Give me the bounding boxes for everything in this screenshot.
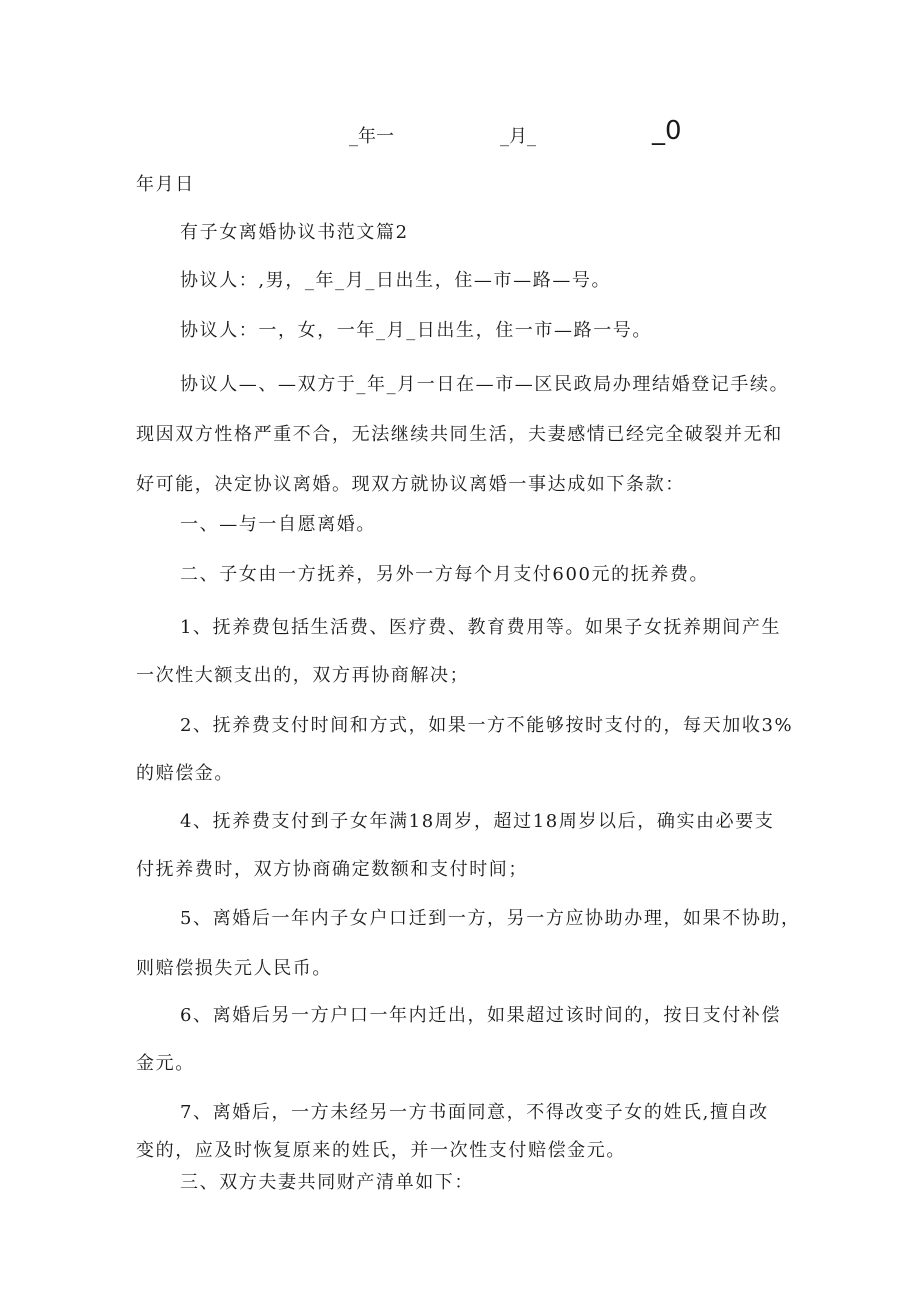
text-line: 金元。 xyxy=(136,1053,195,1074)
date-line xyxy=(0,118,920,150)
date-month-blank: _月_ xyxy=(500,126,536,147)
text-line: 协议人：一，女，一年_月_日出生，住一市—路一号。 xyxy=(180,320,652,341)
text-line: 1、抚养费包括生活费、医疗费、教育费用等。如果子女抚养期间产生 xyxy=(180,617,782,638)
text-line: 6、离婚后另一方户口一年内迁出，如果超过该时间的，按日支付补偿 xyxy=(180,1005,782,1026)
item-7-paragraph xyxy=(136,1094,796,1170)
date-day-blank: _0 xyxy=(652,116,682,146)
text-line: 协议人—、—双方于_年_月一日在—市—区民政局办理结婚登记手续。 xyxy=(180,374,790,395)
item-4-paragraph xyxy=(136,798,796,894)
text-line: 一、—与一自愿离婚。 xyxy=(180,514,376,535)
text-line: 年月日 xyxy=(136,174,195,195)
text-line: 2、抚养费支付时间和方式，如果一方不能够按时支付的，每天加收3% xyxy=(180,715,794,736)
clause-3-paragraph xyxy=(136,1164,796,1202)
text-line: 5、离婚后一年内子女户口迁到一方，另一方应协助办理，如果不协助， xyxy=(180,908,801,929)
text-line: 有子女离婚协议书范文篇2 xyxy=(180,222,409,243)
date-label xyxy=(136,166,796,204)
clause-1-paragraph xyxy=(136,506,796,544)
text-line: 变的，应及时恢复原来的姓氏，并一次性支付赔偿金元。 xyxy=(136,1140,626,1161)
text-line: 三、双方夫妻共同财产清单如下： xyxy=(180,1172,474,1193)
text-line: 4、抚养费支付到子女年满18周岁，超过18周岁以后，确实由必要支 xyxy=(180,811,775,832)
date-year-blank: _年一 xyxy=(349,126,394,147)
text-line: 则赔偿损失元人民币。 xyxy=(136,958,332,979)
text-line: 好可能，决定协议离婚。现双方就协议离婚一事达成如下条款： xyxy=(136,474,685,495)
item-5-paragraph xyxy=(136,894,801,994)
text-line: 一次性大额支出的，双方再协商解决； xyxy=(136,665,470,686)
document-title xyxy=(136,214,796,252)
text-line: 的赔偿金。 xyxy=(136,763,234,784)
item-1-paragraph xyxy=(136,604,796,700)
text-line: 协议人：,男，_年_月_日出生，住—市—路—号。 xyxy=(180,270,612,291)
text-line: 二、子女由一方抚养，另外一方每个月支付600元的抚养费。 xyxy=(180,564,710,585)
text-line: 付抚养费时，双方协商确定数额和支付时间； xyxy=(136,859,528,880)
text-line: 现因双方性格严重不合，无法继续共同生活，夫妻感情已经完全破裂并无和 xyxy=(136,424,783,445)
item-6-paragraph xyxy=(136,992,796,1088)
text-line: 7、离婚后，一方未经另一方书面同意，不得改变子女的姓氏,擅自改 xyxy=(180,1102,769,1123)
clause-2-paragraph xyxy=(136,556,796,594)
intro-paragraph xyxy=(136,360,796,510)
party-1-paragraph xyxy=(136,262,796,300)
party-2-paragraph xyxy=(136,312,796,350)
item-2-paragraph xyxy=(136,702,796,798)
